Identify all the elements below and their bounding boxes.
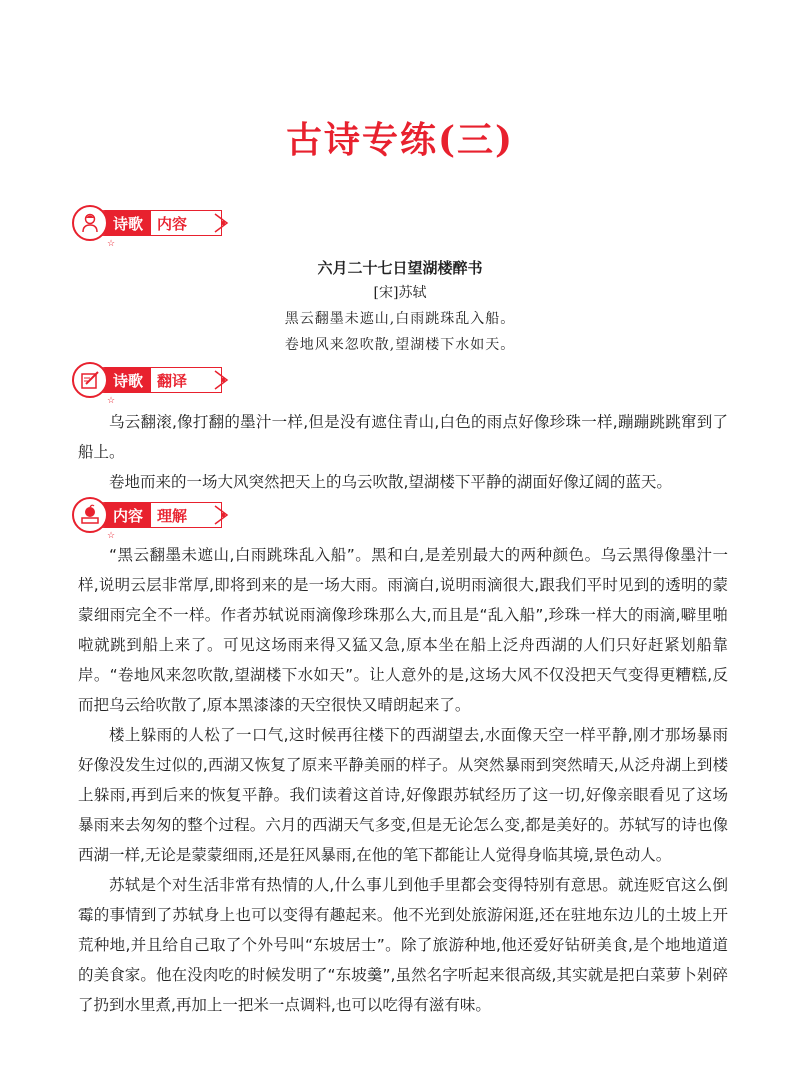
star-icon: ☆	[107, 396, 116, 406]
understanding-paragraph: 楼上躲雨的人松了一口气,这时候再往楼下的西湖望去,水面像天空一样平静,刚才那场暴雨好像没发生过似的,西湖又恢复了原来平静美丽的样子。从突然暴雨到突然晴天,从泛舟湖上到楼上躲雨,再到后来的恢复平静。我们读着这首诗,好像跟苏轼经历了这一切,好像亲眼看见了这场暴雨来去匆匆的整个过程。六月的西湖天气多变,但是无论怎么变,都是美好的。苏轼写的诗也像西湖一样,无论是蒙蒙细雨,还是狂风暴雨,在他的笔下都能让人觉得身临其境,景色动人。	[78, 726, 728, 864]
page-title: 古诗专练(三)	[285, 119, 515, 161]
section-tag-translation	[72, 362, 242, 406]
tag-left-label: 内容	[93, 503, 151, 527]
understanding-paragraph: “黑云翻墨未遮山,白雨跳珠乱入船”。黑和白,是差别最大的两种颜色。乌云黑得像墨汁一样,说明云层非常厚,即将到来的是一场大雨。雨滴白,说明雨滴很大,跟我们平时见到的透明的蒙蒙细雨完全不一样。作者苏轼说雨滴像珍珠那么大,而且是“乱入船”,珍珠一样大的雨滴,噼里啪啦就跳到船上来了。可见这场雨来得又猛又急,原本坐在船上泛舟西湖的人们只好赶紧划船靠岸。“卷地风来忽吹散,望湖楼下水如天”。让人意外的是,这场大风不仅没把天气变得更糟糕,反而把乌云给吹散了,原本黑漆漆的天空很快又晴朗起来了。	[78, 546, 728, 714]
poem-author: [宋]苏轼	[373, 285, 427, 301]
star-icon: ☆	[107, 239, 116, 249]
arrow-right-icon	[213, 504, 231, 526]
section-tag-understanding	[72, 497, 242, 541]
writing-icon	[72, 362, 108, 398]
understanding-paragraph: 苏轼是个对生活非常有热情的人,什么事儿到他手里都会变得特别有意思。就连贬官这么倒霉的事情到了苏轼身上也可以变得有趣起来。他不光到处旅游闲逛,还在驻地东边儿的土坡上开荒种地,并且给自己取了个外号叫“东坡居士”。除了旅游种地,他还爱好钻研美食,是个地地道道的美食家。他在没肉吃的时候发明了“东坡羹”,虽然名字听起来很高级,其实就是把白菜萝卜剁碎了扔到水里煮,再加上一把米一点调料,也可以吃得有滋有味。	[78, 876, 728, 1014]
tag-pill	[92, 367, 222, 393]
tag-pill	[92, 502, 222, 528]
tag-right-label: 翻译	[157, 371, 188, 390]
translation-paragraph: 卷地而来的一场大风突然把天上的乌云吹散,望湖楼下平静的湖面好像辽阔的蓝天。	[109, 473, 672, 491]
arrow-right-icon	[213, 212, 231, 234]
poem-line: 黑云翻墨未遮山,白雨跳珠乱入船。	[284, 311, 516, 327]
arrow-right-icon	[213, 369, 231, 391]
tag-right-label: 理解	[157, 506, 188, 525]
tag-left-label: 诗歌	[93, 211, 151, 235]
apple-book-icon	[72, 497, 108, 533]
section-tag-poem	[72, 205, 242, 249]
tag-pill	[92, 210, 222, 236]
poem-line: 卷地风来忽吹散,望湖楼下水如天。	[284, 337, 516, 353]
poem-title: 六月二十七日望湖楼醉书	[317, 259, 483, 277]
reader-icon	[72, 205, 108, 241]
star-icon: ☆	[107, 531, 116, 541]
tag-left-label: 诗歌	[93, 368, 151, 392]
translation-paragraph: 乌云翻滚,像打翻的墨汁一样,但是没有遮住青山,白色的雨点好像珍珠一样,蹦蹦跳跳窜到了船上。	[78, 413, 728, 461]
tag-right-label: 内容	[157, 214, 188, 233]
